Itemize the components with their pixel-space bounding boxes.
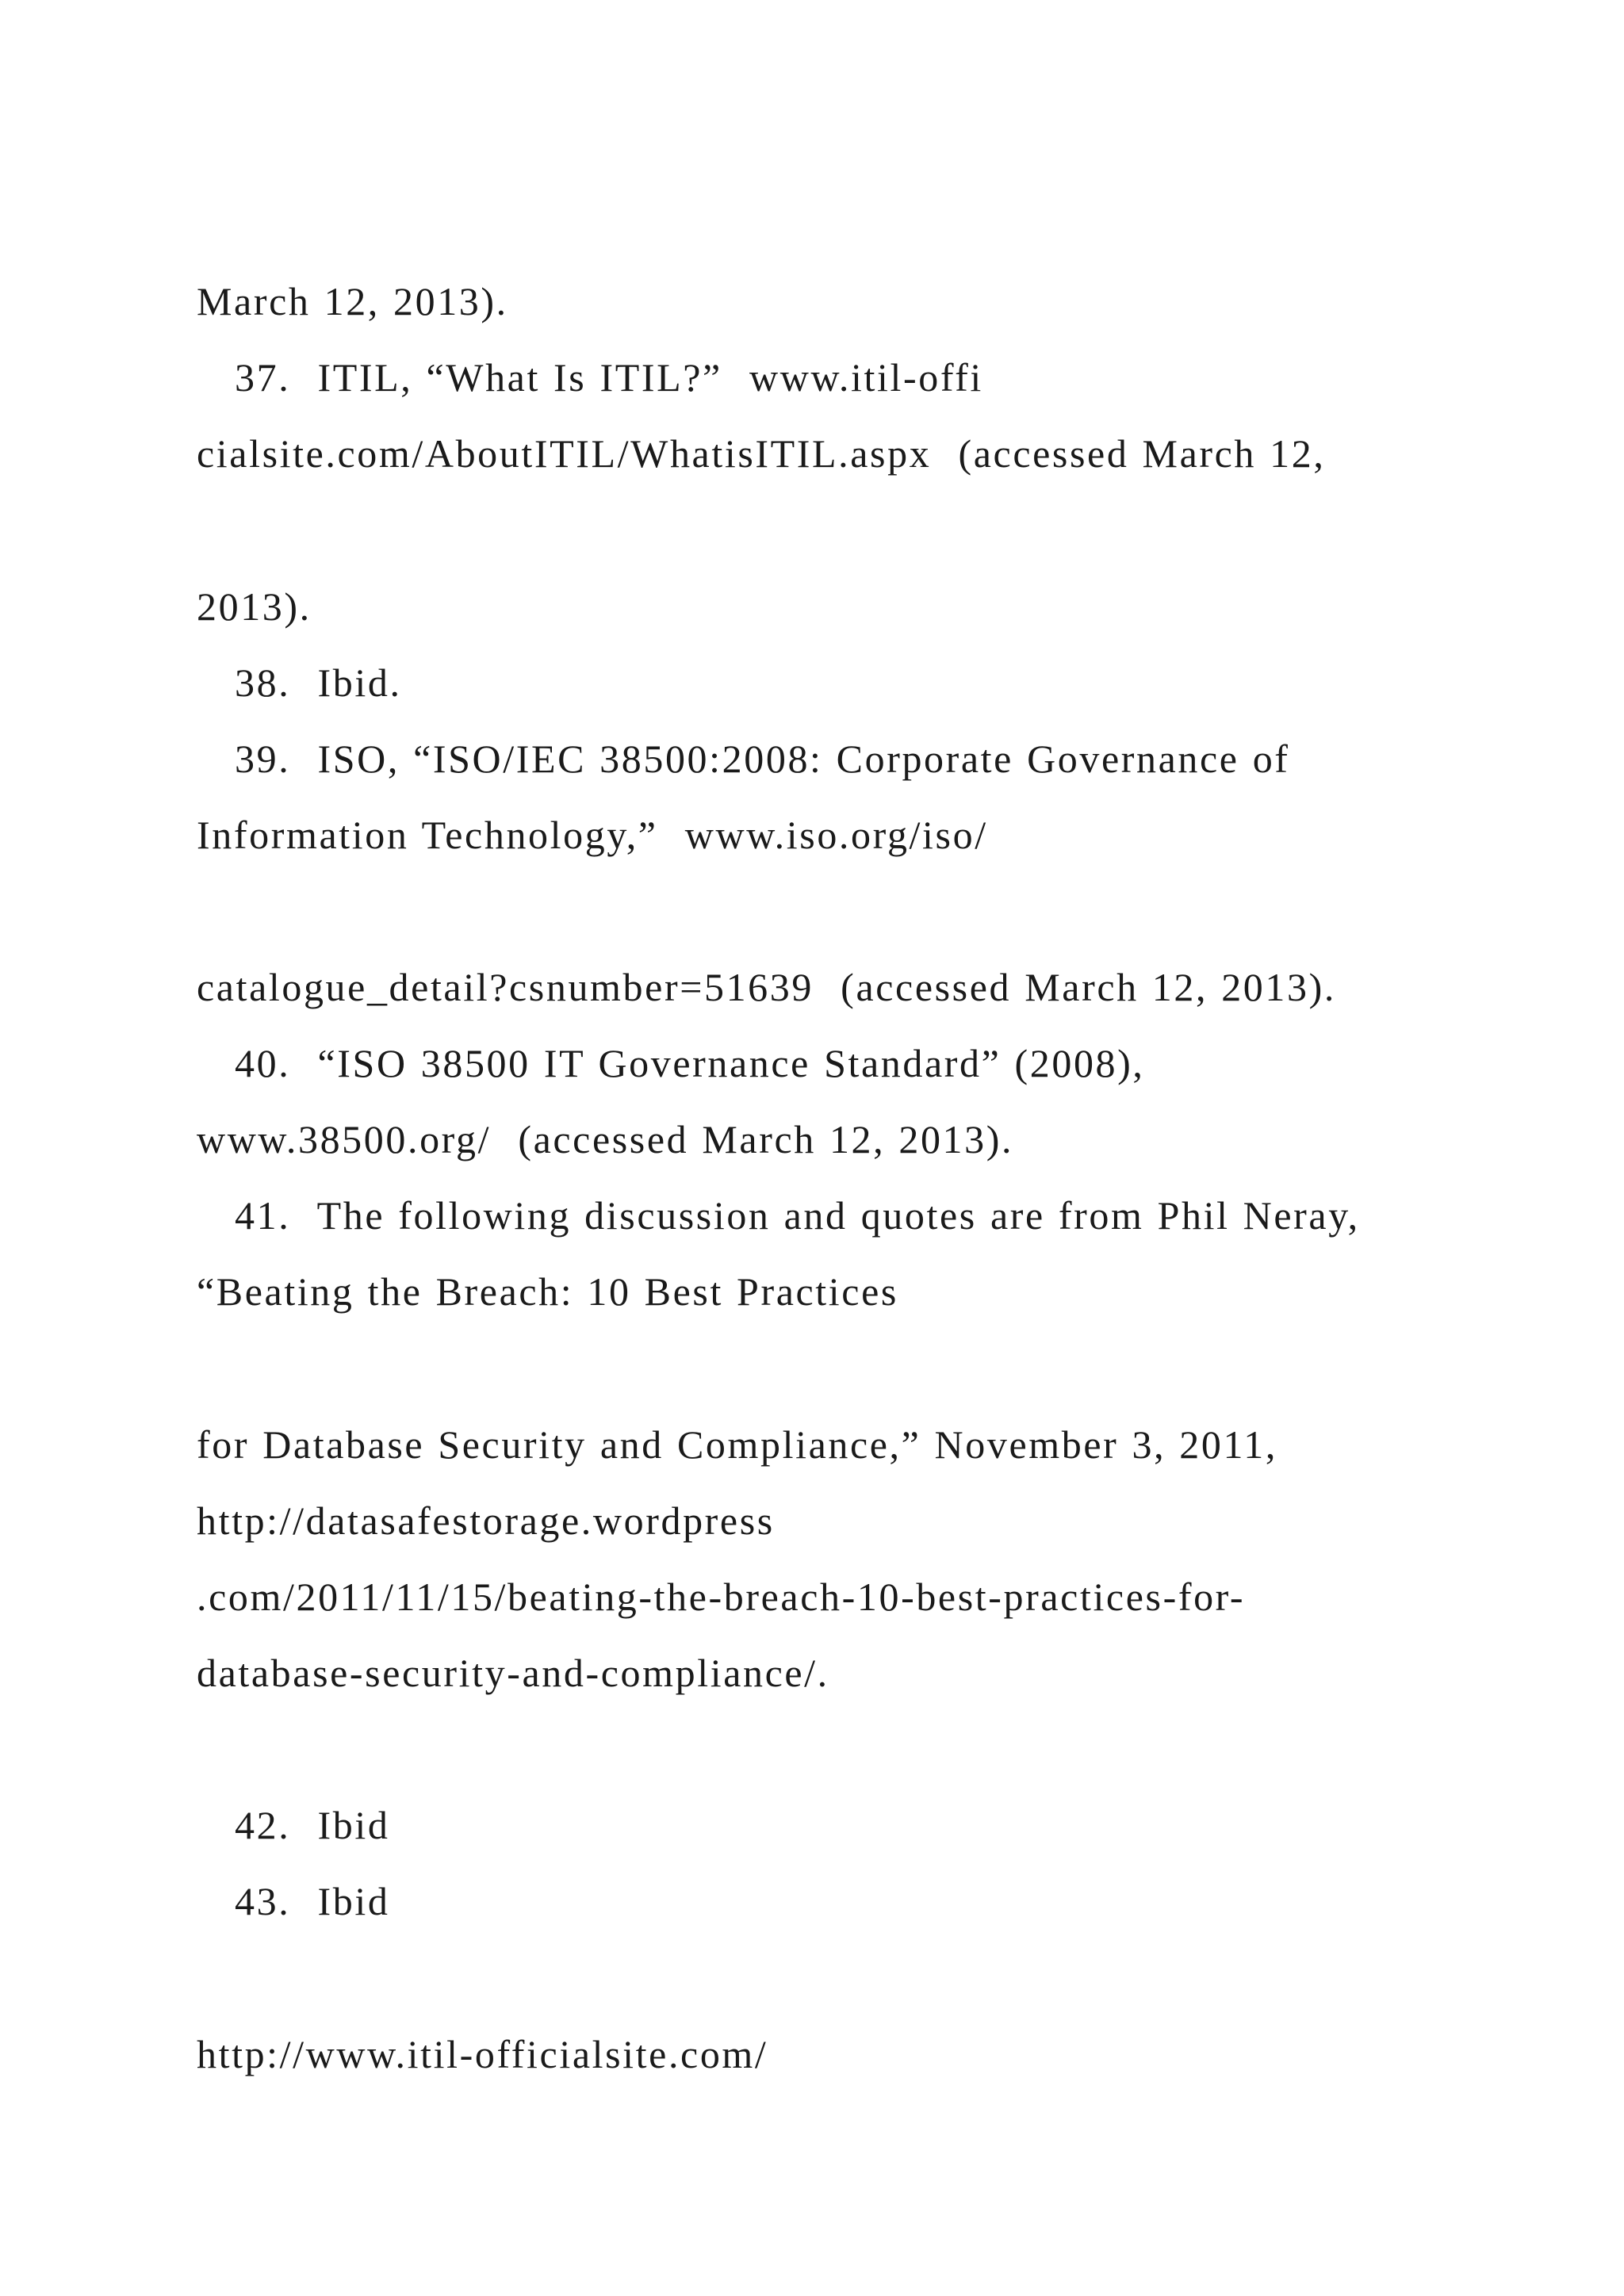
footnote-38-line: 38. Ibid.	[235, 660, 402, 705]
footnote-37-line: 37. ITIL, “What Is ITIL?” www.itil-offi	[235, 355, 983, 400]
footnote-40-line: 40. “ISO 38500 IT Governance Standard” (2008),	[235, 1041, 1145, 1085]
text-line: http://datasafestorage.wordpress	[197, 1498, 775, 1543]
text-line: database-security-and-compliance/.	[197, 1651, 829, 1695]
text-line: .com/2011/11/15/beating-the-breach-10-best-practices-for-	[197, 1575, 1246, 1619]
text-line: www.38500.org/ (accessed March 12, 2013).	[197, 1117, 1014, 1161]
footnote-42-line: 42. Ibid	[235, 1803, 390, 1847]
footnote-39-line: 39. ISO, “ISO/IEC 38500:2008: Corporate Governance of	[235, 737, 1290, 781]
text-line: for Database Security and Compliance,” November 3, 2011,	[197, 1422, 1277, 1467]
text-line: 2013).	[197, 584, 312, 629]
footnote-43-line: 43. Ibid	[235, 1879, 390, 1923]
text-line: March 12, 2013).	[197, 279, 508, 323]
text-line: “Beating the Breach: 10 Best Practices	[197, 1269, 898, 1314]
text-line: cialsite.com/AboutITIL/WhatisITIL.aspx (accessed March 12,	[197, 431, 1326, 476]
footnote-41-line: 41. The following discussion and quotes are from Phil Neray,	[235, 1193, 1360, 1238]
text-line: Information Technology,” www.iso.org/iso/	[197, 813, 988, 857]
text-line: catalogue_detail?csnumber=51639 (accessed March 12, 2013).	[197, 965, 1336, 1009]
text-line: http://www.itil-officialsite.com/	[197, 2032, 768, 2076]
